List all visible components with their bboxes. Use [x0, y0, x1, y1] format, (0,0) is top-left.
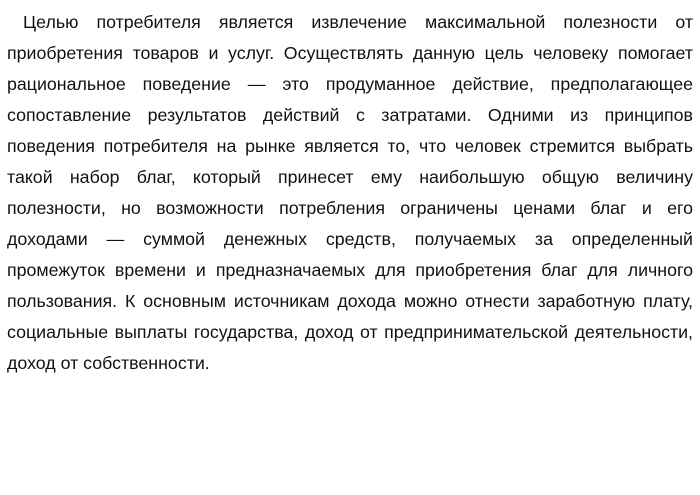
document-page: [7, 7, 693, 487]
body-paragraph: Целью потребителя является извлечение максимальной полезности от приобретения товаров и услуг. Осуществлять данную цель человеку помогает рациональное поведение — это продуманное действие, предполагающее сопоставление результатов действий с затратами. Одними из принципов поведения потребителя на рынке является то, что человек стремится выбрать такой набор благ, который принесет ему наибольшую общую величину полезности, но возможности потребления ограничены ценами благ и его доходами — суммой денежных средств, получаемых за определенный промежуток времени и предназначаемых для приобретения благ для личного пользования. К основным источникам дохода можно отнести заработную плату, социальные выплаты государства, доход от предпринимательской деятельности, доход от собственности.: [7, 12, 693, 373]
